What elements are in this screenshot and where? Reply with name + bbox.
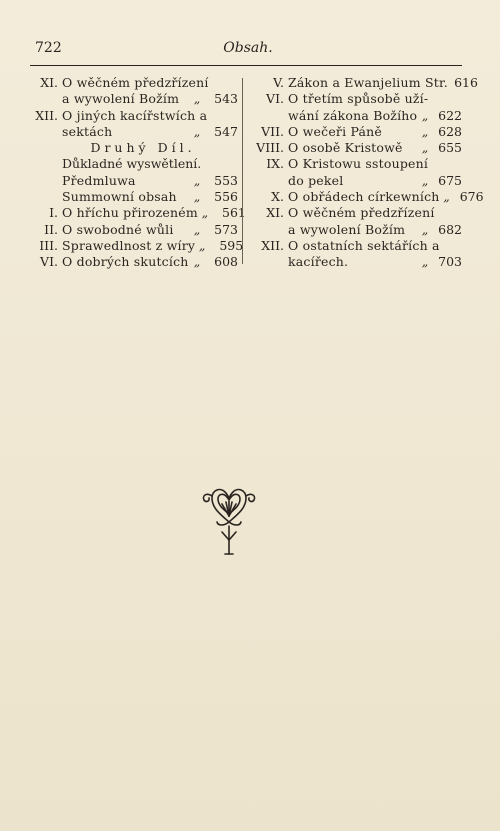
toc-entry-line [30,124,238,140]
sub-heading: Důkladné wyswětlení. [62,156,202,172]
chapter-title: O swobodné wůli [62,221,174,237]
ditto-mark: „ [198,237,206,253]
page-number: 722 [35,40,62,56]
chapter-title: O ostatních sektářích a [288,237,440,253]
page-reference: 556 [214,189,238,205]
chapter-title: O osobě Kristowě [288,140,403,156]
ditto-mark: „ [193,91,201,107]
page-reference: 622 [438,107,462,123]
chapter-number: VI. [266,91,284,107]
toc-entry-line [246,222,462,238]
toc-entry-line [30,222,238,238]
toc-entry-line [30,205,246,221]
chapter-title: O třetím spůsobě uží- [288,91,429,107]
ditto-mark: „ [421,172,429,188]
chapter-number: IX. [266,156,284,172]
chapter-number: XII. [35,107,58,123]
toc-entry-line [30,254,238,270]
chapter-title: Summowní obsah [62,189,177,205]
chapter-title: O Kristowu sstoupení [288,156,429,172]
chapter-title: a wywolení Božím [288,221,406,237]
page-reference: 675 [438,172,462,188]
page-reference: 547 [214,123,238,139]
chapter-title: O wěčném předzřízení [288,205,435,221]
chapter-number: XII. [261,237,284,253]
toc-entry-line [30,237,244,254]
ditto-mark: „ [421,107,429,123]
toc-entry-line [30,189,238,205]
page-reference: 573 [214,221,238,237]
ditto-mark: „ [193,172,201,188]
toc-right-column [246,75,484,271]
chapter-title: kacířech. [288,254,349,270]
fleuron-ornament-icon [198,478,260,562]
chapter-title: O jiných kacířstwích a [62,107,208,123]
chapter-number: VIII. [256,140,284,156]
toc-left-column [30,75,246,271]
ditto-mark: „ [443,189,450,205]
chapter-title: a wywolení Božím [62,91,180,107]
ditto-mark: „ [193,189,201,205]
toc-entry-line [30,173,238,189]
chapter-number: VII. [261,123,284,139]
ditto-mark: „ [201,205,209,221]
column-divider [242,78,243,264]
page-reference: 628 [438,123,462,139]
toc-entry-line [246,189,484,205]
chapter-title: sektách [62,123,113,139]
page-reference: 553 [214,172,238,188]
toc-entry-line [30,75,238,91]
toc-entry-line [246,124,462,140]
ditto-mark: „ [421,221,429,237]
chapter-number: V. [273,75,284,90]
chapter-number: VI. [40,254,58,270]
chapter-number: III. [39,237,58,253]
chapter-title: Předmluwa [62,172,136,188]
ditto-mark: „ [421,140,429,156]
ditto-mark: „ [421,123,429,139]
chapter-title: do pekel [288,172,344,188]
chapter-number: XI. [266,205,284,221]
page-reference: 616 [454,75,478,90]
page-reference: 608 [214,254,238,270]
chapter-number: I. [49,205,58,221]
part-heading: Druhý Díl. [90,140,196,156]
page-reference: 595 [219,237,244,253]
chapter-title: O dobrých skutcích [62,254,189,270]
toc-entry-line [246,75,478,91]
header-rule [30,65,462,66]
toc-entry-line [246,238,462,254]
toc-entry-line [246,254,462,270]
toc-entry-line [246,205,462,221]
chapter-title: O hříchu přirozeném [62,205,198,221]
ditto-mark: „ [421,254,429,270]
page-reference: 543 [214,91,238,107]
page-reference: 703 [438,254,462,270]
toc-entry-line [30,108,238,124]
running-title: Obsah. [223,40,273,56]
toc-entry-line [246,108,462,124]
page-reference: 655 [438,140,462,156]
chapter-number: II. [44,221,58,237]
chapter-number: XI. [40,75,58,90]
toc-entry-line [246,173,462,189]
page-reference: 561 [222,205,246,221]
toc-entry-line [246,91,462,107]
ditto-mark: „ [193,123,201,139]
page-header [32,40,464,64]
ditto-mark: „ [193,254,201,270]
chapter-title: O wěčném předzřízení [62,75,209,90]
ditto-mark: „ [193,221,201,237]
toc-entry-line [30,91,238,107]
toc-entry-line [246,156,462,172]
chapter-title: wání zákona Božího [288,107,418,123]
chapter-title: O wečeři Páně [288,123,383,139]
chapter-title: O obřádech církewních [288,189,440,205]
chapter-title: Sprawedlnost z wíry [62,237,196,253]
toc-entry-line [246,140,462,156]
page-reference: 682 [438,221,462,237]
chapter-title: Zákon a Ewanjelium Str. [288,75,448,90]
chapter-number: X. [271,189,284,205]
page-reference: 676 [459,189,484,205]
